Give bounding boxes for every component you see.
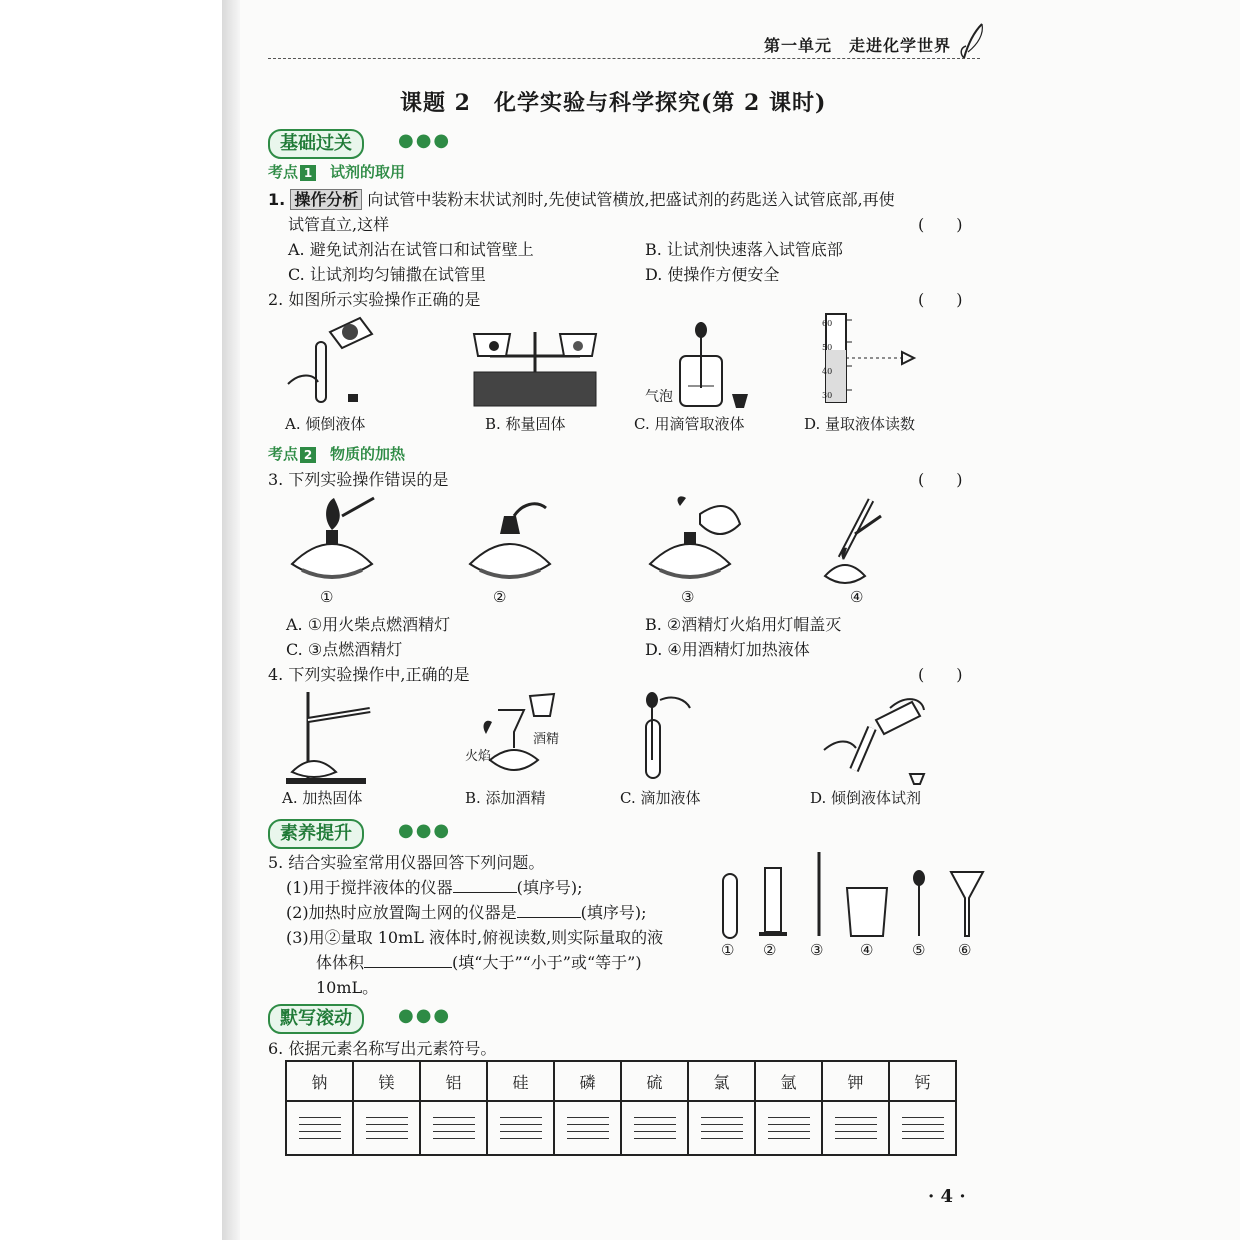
symbol-answer-cell[interactable] xyxy=(286,1101,353,1155)
unit-header: 第一单元 走进化学世界 xyxy=(764,36,952,55)
q4-answer-paren[interactable]: ( ) xyxy=(918,665,963,684)
q2-option-c: C. 用滴管取液体 xyxy=(634,415,745,433)
section-dots: ●●● xyxy=(398,820,452,841)
q1-answer-paren[interactable]: ( ) xyxy=(918,215,963,234)
section-dots: ●●● xyxy=(398,1005,452,1026)
test-tube-icon xyxy=(723,874,737,938)
section-dictation: 默写滚动 xyxy=(268,1004,364,1034)
alcohol-lamp-match-figure xyxy=(282,494,382,590)
q5-blank-1[interactable] xyxy=(453,878,517,893)
kaodian-2: 考点 2 物质的加热 xyxy=(268,445,406,463)
element-symbol-table xyxy=(285,1060,957,1156)
lamp-cap-figure xyxy=(460,494,560,590)
graduated-cylinder-icon xyxy=(765,868,781,932)
q3-option-a: A. ①用火柴点燃酒精灯 xyxy=(286,615,451,634)
element-name: 硫 xyxy=(621,1061,688,1101)
q5-mark-2: ② xyxy=(763,941,777,959)
q1-option-c: C. 让试剂均匀铺撒在试管里 xyxy=(288,265,486,284)
element-name: 硅 xyxy=(487,1061,554,1101)
q1-stem: 1. 操作分析 向试管中装粉末状试剂时,先使试管横放,把盛试剂的药匙送入试管底部,再使 xyxy=(268,190,895,209)
bubble-label: 气泡 xyxy=(645,389,673,405)
section-improve: 素养提升 xyxy=(268,819,364,849)
q1-option-a: A. 避免试剂沾在试管口和试管壁上 xyxy=(288,240,534,259)
q1-stem-line2: 试管直立,这样 xyxy=(288,215,390,234)
beaker-icon xyxy=(847,888,887,936)
section-dots: ●●● xyxy=(398,130,452,151)
element-name: 铝 xyxy=(420,1061,487,1101)
symbol-answer-cell[interactable] xyxy=(554,1101,621,1155)
symbol-answer-cell[interactable] xyxy=(688,1101,755,1155)
q2-stem: 2. 如图所示实验操作正确的是 xyxy=(268,290,481,309)
q5-blank-3[interactable] xyxy=(364,953,452,968)
q3-mark-3: ③ xyxy=(681,588,695,606)
q5-part3-line2: 体体积 (填“大于”“小于”或“等于”) xyxy=(316,953,642,972)
drop-liquid-figure xyxy=(630,690,700,786)
q3-option-b: B. ②酒精灯火焰用灯帽盖灭 xyxy=(645,615,842,634)
q2-answer-paren[interactable]: ( ) xyxy=(918,290,963,309)
page-title: 课题 2 化学实验与科学探究(第 2 课时) xyxy=(400,90,827,116)
q5-stem: 5. 结合实验室常用仪器回答下列问题。 xyxy=(268,853,545,872)
q2-option-b: B. 称量固体 xyxy=(485,415,566,433)
q4-stem: 4. 下列实验操作中,正确的是 xyxy=(268,665,470,684)
funnel-icon xyxy=(951,872,983,936)
q6-stem: 6. 依据元素名称写出元素符号。 xyxy=(268,1039,497,1058)
symbol-answer-cell[interactable] xyxy=(889,1101,956,1155)
alcohol-label: 酒精 xyxy=(533,732,560,747)
header-divider xyxy=(268,58,980,59)
q5-blank-2[interactable] xyxy=(517,903,581,918)
symbol-answer-cell[interactable] xyxy=(487,1101,554,1155)
flame-label: 火焰 xyxy=(465,749,492,764)
q4-option-b: B. 添加酒精 xyxy=(465,789,546,807)
element-name: 镁 xyxy=(353,1061,420,1101)
q5-mark-5: ⑤ xyxy=(912,941,926,959)
kaodian-1: 考点 1 试剂的取用 xyxy=(268,163,406,181)
q5-mark-1: ① xyxy=(721,941,735,959)
quill-icon xyxy=(956,22,988,62)
q3-mark-2: ② xyxy=(493,588,507,606)
q3-answer-paren[interactable]: ( ) xyxy=(918,470,963,489)
q4-option-a: A. 加热固体 xyxy=(282,789,363,807)
pour-liquid-figure xyxy=(280,312,380,412)
q2-option-d: D. 量取液体读数 xyxy=(804,415,916,433)
q3-mark-4: ④ xyxy=(850,588,864,606)
element-name: 氯 xyxy=(688,1061,755,1101)
balance-figure xyxy=(460,312,610,412)
element-name: 钠 xyxy=(286,1061,353,1101)
q2-option-a: A. 倾倒液体 xyxy=(285,415,366,433)
q5-mark-3: ③ xyxy=(810,941,824,959)
symbol-answer-cell[interactable] xyxy=(420,1101,487,1155)
q1-option-d: D. 使操作方便安全 xyxy=(645,265,780,284)
heat-solid-figure xyxy=(280,690,380,786)
lab-instruments-figure xyxy=(715,852,985,942)
element-name: 磷 xyxy=(554,1061,621,1101)
q3-option-d: D. ④用酒精灯加热液体 xyxy=(645,640,810,659)
q5-part3-line3: 10mL。 xyxy=(316,978,379,997)
q1-option-b: B. 让试剂快速落入试管底部 xyxy=(645,240,843,259)
q3-mark-1: ① xyxy=(320,588,334,606)
symbol-answer-cell[interactable] xyxy=(822,1101,889,1155)
symbol-answer-cell[interactable] xyxy=(755,1101,822,1155)
book-spine-shadow xyxy=(222,0,240,1240)
q3-stem: 3. 下列实验操作错误的是 xyxy=(268,470,449,489)
symbol-answer-cell[interactable] xyxy=(621,1101,688,1155)
element-name: 钙 xyxy=(889,1061,956,1101)
q5-mark-6: ⑥ xyxy=(958,941,972,959)
element-name: 钾 xyxy=(822,1061,889,1101)
heating-tube-figure xyxy=(815,494,885,590)
q4-option-d: D. 倾倒液体试剂 xyxy=(810,789,922,807)
q3-option-c: C. ③点燃酒精灯 xyxy=(286,640,403,659)
cylinder-ticks: 60 50 40 30 xyxy=(822,319,833,400)
symbol-answer-cell[interactable] xyxy=(353,1101,420,1155)
pour-reagent-figure xyxy=(820,690,930,786)
section-basic: 基础过关 xyxy=(268,129,364,159)
lamp-to-lamp-figure xyxy=(640,494,750,590)
q5-mark-4: ④ xyxy=(860,941,874,959)
q5-part3: (3)用②量取 10mL 液体时,俯视读数,则实际量取的液 xyxy=(286,928,664,947)
element-name: 氩 xyxy=(755,1061,822,1101)
page-number: · 4 · xyxy=(928,1186,966,1207)
q4-option-c: C. 滴加液体 xyxy=(620,789,701,807)
q5-part1: (1)用于搅拌液体的仪器 (填序号); xyxy=(286,878,583,897)
q5-part2: (2)加热时应放置陶土网的仪器是 (填序号); xyxy=(286,903,647,922)
